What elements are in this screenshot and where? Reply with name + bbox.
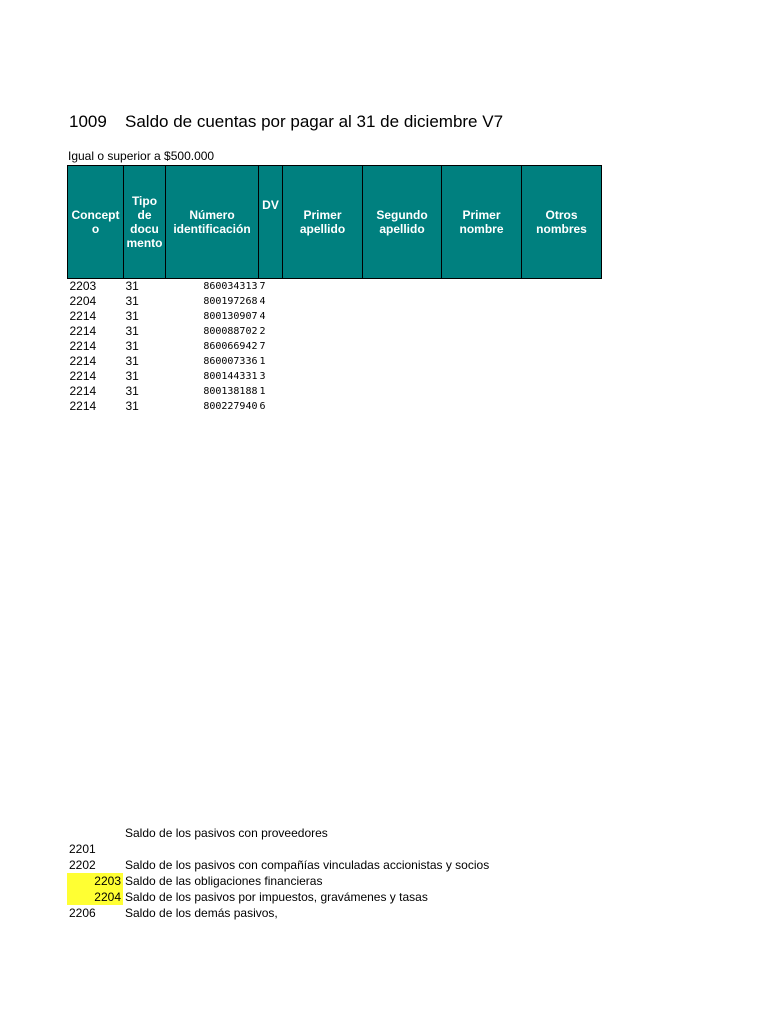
column-header-segundo-apellido: Segundo apellido — [363, 166, 442, 279]
cell-numero: 800144331 — [203, 371, 258, 382]
cell-tipo: 31 — [125, 339, 139, 353]
legend-item — [67, 825, 627, 841]
legend-item — [67, 873, 627, 889]
cell-concepto: 2214 — [69, 399, 97, 413]
concept-legend — [67, 825, 627, 921]
column-header-dv: DV — [259, 166, 283, 279]
cell-tipo: 31 — [125, 399, 139, 413]
legend-item — [67, 857, 627, 873]
form-code: 1009 — [69, 112, 107, 131]
cell-numero: 800197268 — [203, 296, 258, 307]
cell-concepto: 2214 — [69, 384, 97, 398]
legend-code: 2202 — [69, 858, 96, 872]
legend-description: Saldo de los pasivos con proveedores — [125, 826, 328, 840]
cell-numero: 860034313 — [203, 281, 258, 292]
legend-description: Saldo de los demás pasivos, — [125, 906, 278, 920]
cell-dv: 7 — [259, 281, 266, 292]
cell-concepto: 2203 — [69, 279, 97, 293]
table-row — [68, 279, 602, 295]
table-header-row — [68, 166, 602, 279]
cell-tipo: 31 — [125, 279, 139, 293]
table-row — [68, 384, 602, 399]
legend-item — [67, 889, 627, 905]
legend-code: 2201 — [69, 842, 96, 856]
cell-concepto: 2214 — [69, 339, 97, 353]
cell-tipo: 31 — [125, 384, 139, 398]
column-header-numero-identificacion: Número identificación — [166, 166, 259, 279]
legend-item — [67, 841, 627, 857]
cell-concepto: 2214 — [69, 354, 97, 368]
legend-description: Saldo de los pasivos con compañías vinculadas accionistas y socios — [125, 858, 490, 872]
column-header-concepto: Concept o — [68, 166, 124, 279]
column-header-primer-nombre: Primer nombre — [442, 166, 522, 279]
cell-numero: 800227940 — [203, 401, 258, 412]
accounts-table — [67, 165, 602, 414]
table-row — [68, 324, 602, 339]
cell-tipo: 31 — [125, 294, 139, 308]
legend-code: 2206 — [69, 906, 96, 920]
legend-description: Saldo de las obligaciones financieras — [125, 874, 323, 888]
column-header-tipo-documento: Tipo de docu mento — [124, 166, 166, 279]
cell-concepto: 2214 — [69, 369, 97, 383]
column-header-otros-nombres: Otros nombres — [522, 166, 602, 279]
table-row — [68, 399, 602, 414]
cell-dv: 7 — [259, 341, 266, 352]
cell-concepto: 2204 — [69, 294, 97, 308]
cell-numero: 800088702 — [203, 326, 258, 337]
legend-code — [67, 825, 123, 841]
legend-description: Saldo de los pasivos por impuestos, gravámenes y tasas — [125, 890, 428, 904]
cell-concepto: 2214 — [69, 309, 97, 323]
cell-dv: 6 — [259, 401, 266, 412]
cell-dv: 4 — [259, 311, 266, 322]
cell-concepto: 2214 — [69, 324, 97, 338]
legend-item — [67, 905, 627, 921]
table-row — [68, 339, 602, 354]
cell-dv: 1 — [259, 386, 266, 397]
cell-dv: 3 — [259, 371, 266, 382]
cell-tipo: 31 — [125, 354, 139, 368]
legend-code-highlighted: 2204 — [67, 889, 123, 905]
cell-tipo: 31 — [125, 369, 139, 383]
cell-numero: 800130907 — [203, 311, 258, 322]
column-header-primer-apellido: Primer apellido — [283, 166, 363, 279]
cell-dv: 2 — [259, 326, 266, 337]
cell-dv: 4 — [259, 296, 266, 307]
table-row — [68, 369, 602, 384]
cell-numero: 860007336 — [203, 356, 258, 367]
table-row — [68, 309, 602, 324]
cell-tipo: 31 — [125, 309, 139, 323]
table-row — [68, 354, 602, 369]
page-title — [69, 112, 503, 132]
table-row — [68, 294, 602, 309]
cell-numero: 860066942 — [203, 341, 258, 352]
cell-tipo: 31 — [125, 324, 139, 338]
legend-code-highlighted: 2203 — [67, 873, 123, 889]
threshold-note: Igual o superior a $500.000 — [68, 149, 215, 163]
cell-dv: 1 — [259, 356, 266, 367]
cell-numero: 800138188 — [203, 386, 258, 397]
form-title: Saldo de cuentas por pagar al 31 de diciembre V7 — [125, 112, 504, 131]
